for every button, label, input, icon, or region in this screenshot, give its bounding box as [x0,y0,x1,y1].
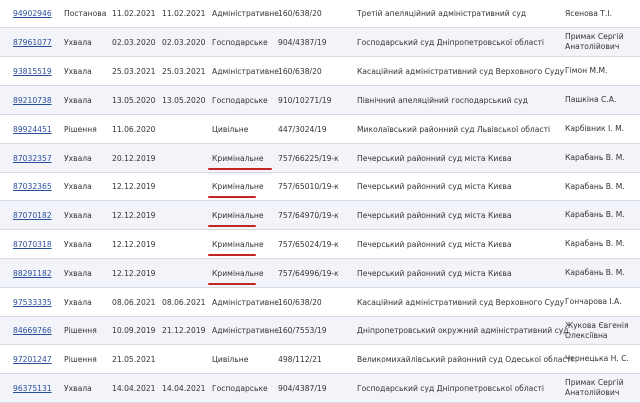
registration-date: 20.12.2019 [112,153,156,163]
case-number: 160/638/20 [278,9,322,18]
case-number: 160/638/20 [278,297,322,307]
proceeding-type: Господарське [212,95,268,105]
registration-date-cell [112,115,162,143]
registration-date-cell [112,374,162,402]
decision-form-cell [64,374,114,402]
proceeding-type: Адміністративне [212,297,279,307]
court-name-cell [357,345,574,373]
proceeding-type-cell [212,317,278,344]
proceeding-type: Адміністративне [212,66,279,76]
court-name-cell [357,201,557,229]
decision-form: Ухвала [64,297,92,307]
decision-number-link-cell [13,201,58,229]
court-name: Касаційний адміністративний суд Верховного Суду [357,297,565,307]
court-name: Касаційний адміністративний суд Верховного Суду [357,66,565,76]
table-row [0,144,640,173]
judge-name: Карабань В. М. [565,239,625,248]
proceeding-type: Кримінальне [212,268,264,278]
proceeding-type: Цивільне [212,124,249,134]
decision-form: Ухвала [64,95,92,105]
proceeding-type-cell [212,288,278,316]
judge-name: Карабань В. М. [565,210,625,219]
legal-force-date-cell [162,144,212,172]
handwritten-underline-mark [208,225,256,227]
court-name-cell [357,173,557,200]
decision-form-cell [64,86,114,114]
registration-date-cell [112,0,162,27]
registration-date: 11.06.2020 [112,124,156,134]
registration-date-cell [112,173,162,200]
case-number-cell [278,115,358,143]
decision-number-link[interactable]: 88291182 [13,268,52,278]
table-row [0,115,640,144]
judge-name-cell [565,374,640,402]
decision-number-link-cell [13,86,58,114]
court-name: Дніпропетровський окружний адміністративний суд [357,326,569,335]
table-row [0,345,640,374]
registration-date-cell [112,288,162,316]
court-name: Миколаївський районний суд Львівської області [357,124,551,134]
proceeding-type-cell [212,86,278,114]
court-name-cell [357,0,557,27]
judge-name: Карабань В. М. [565,153,625,162]
registration-date: 14.04.2021 [112,383,156,393]
decision-form: Ухвала [64,210,92,220]
decision-form-cell [64,259,114,287]
case-number-cell [278,144,358,172]
court-name: Господарський суд Дніпропетровської області [357,37,545,47]
proceeding-type: Кримінальне [212,239,264,249]
decision-form: Ухвала [64,37,92,47]
proceeding-type: Адміністративне [212,326,279,335]
court-name: Третій апеляційний адміністративний суд [357,9,527,18]
decision-number-link-cell [13,259,58,287]
case-number: 498/112/21 [278,354,322,364]
judge-name-cell [565,57,640,85]
registration-date-cell [112,86,162,114]
decision-form-cell [64,201,114,229]
case-number-cell [278,317,358,344]
case-number: 447/3024/19 [278,124,327,134]
decision-form-cell [64,28,114,56]
judge-name-cell [565,115,640,143]
decision-form-cell [64,317,114,344]
court-name-cell [357,374,557,402]
decision-number-link[interactable]: 87070182 [13,210,52,220]
decision-number-link-cell [13,374,58,402]
judge-name: Примак Сергій Анатолійович [565,32,624,51]
registration-date: 25.03.2021 [112,66,156,76]
court-name-cell [357,57,565,85]
case-number-cell [278,0,358,27]
registration-date-cell [112,345,162,373]
decision-form-cell [64,288,114,316]
decision-form: Ухвала [64,66,92,76]
judge-name-cell [565,288,640,316]
case-number-cell [278,28,358,56]
legal-force-date-cell [162,288,212,316]
decision-form-cell [64,230,114,258]
decision-form: Ухвала [64,239,92,249]
registration-date: 02.03.2020 [112,37,156,47]
registration-date: 08.06.2021 [112,297,156,307]
decision-number-link[interactable]: 93815519 [13,66,52,76]
legal-force-date-cell [162,0,212,27]
decision-form: Ухвала [64,268,92,278]
court-name-cell [357,28,557,56]
registration-date-cell [112,28,162,56]
case-number: 757/65024/19-к [278,239,339,249]
decision-form: Рішення [64,124,97,134]
decision-form-cell [64,0,114,27]
registration-date: 21.05.2021 [112,354,156,364]
judge-name: Жукова Євгенія Олексіївна [565,320,629,340]
court-name-cell [357,288,565,316]
table-row [0,173,640,201]
registration-date: 13.05.2020 [112,95,156,105]
court-name-cell [357,86,557,114]
case-number: 757/65010/19-к [278,182,339,191]
legal-force-date-cell [162,345,212,373]
case-number: 904/4387/19 [278,37,327,47]
legal-force-date-cell [162,86,212,114]
registration-date-cell [112,57,162,85]
decision-number-link[interactable]: 94902946 [13,9,52,18]
registration-date: 12.12.2019 [112,239,156,249]
court-name: Господарський суд Дніпропетровської області [357,383,545,393]
decision-number-link[interactable]: 87070318 [13,239,52,249]
court-name: Печерський районний суд міста Києва [357,210,512,220]
registration-date: 11.02.2021 [112,9,156,18]
decision-form: Постанова [64,9,107,18]
handwritten-underline-mark [208,254,256,256]
judge-name-cell [565,28,640,56]
decision-number-link[interactable]: 87032357 [13,153,52,163]
proceeding-type-cell [212,115,278,143]
table-row [0,259,640,288]
proceeding-type-cell [212,57,278,85]
decision-form: Ухвала [64,153,92,163]
legal-force-date-cell [162,259,212,287]
case-number-cell [278,345,358,373]
legal-force-date-cell [162,317,212,344]
legal-force-date-cell [162,201,212,229]
legal-force-date: 25.03.2021 [162,66,206,76]
registration-date-cell [112,230,162,258]
judge-name: Гімон М.М. [565,66,608,75]
proceeding-type-cell [212,28,278,56]
case-number: 757/64996/19-к [278,268,339,278]
handwritten-underline-mark [208,196,256,198]
decision-number-link-cell [13,144,58,172]
judge-name-cell [565,317,640,344]
table-row [0,374,640,403]
court-name: Печерський районний суд міста Києва [357,239,512,249]
table-row [0,57,640,86]
case-number: 757/64970/19-к [278,210,339,220]
judge-name-cell [565,144,640,172]
case-number-cell [278,173,358,200]
judge-name: Карбівник І. М. [565,124,625,133]
court-name-cell [357,317,569,344]
decision-form-cell [64,173,114,200]
court-name: Печерський районний суд міста Києва [357,182,512,191]
court-name-cell [357,259,557,287]
legal-force-date: 21.12.2019 [162,326,206,335]
court-name: Печерський районний суд міста Києва [357,153,512,163]
case-number: 160/7553/19 [278,326,327,335]
decision-number-link[interactable]: 96375131 [13,383,52,393]
proceeding-type: Цивільне [212,354,249,364]
judge-name-cell [565,259,640,287]
decision-number-link-cell [13,345,58,373]
registration-date: 12.12.2019 [112,182,156,191]
decision-form: Ухвала [64,182,92,191]
decision-form-cell [64,144,114,172]
court-name: Північний апеляційний господарський суд [357,95,528,105]
legal-force-date: 02.03.2020 [162,37,206,47]
legal-force-date-cell [162,374,212,402]
judge-name-cell [565,201,640,229]
proceeding-type: Господарське [212,383,268,393]
legal-force-date-cell [162,57,212,85]
court-name: Великомихайлівський районний суд Одеської області [357,354,574,364]
court-name: Печерський районний суд міста Києва [357,268,512,278]
legal-force-date: 14.04.2021 [162,383,206,393]
judge-name-cell [565,230,640,258]
case-number-cell [278,201,358,229]
proceeding-type: Адміністративне [212,9,279,18]
judge-name: Пашкіна С.А. [565,95,617,104]
judge-name: Примак Сергій Анатолійович [565,378,624,397]
decision-number-link-cell [13,57,58,85]
proceeding-type-cell [212,0,278,27]
decision-number-link[interactable]: 97201247 [13,354,52,364]
case-number-cell [278,259,358,287]
decision-form-cell [64,345,114,373]
decision-number-link-cell [13,173,58,200]
proceeding-type-cell [212,374,278,402]
judge-name-cell [565,173,640,200]
legal-force-date: 08.06.2021 [162,297,206,307]
legal-force-date: 11.02.2021 [162,9,206,18]
case-number-cell [278,86,358,114]
case-number-cell [278,288,358,316]
decision-number-link[interactable]: 89924451 [13,124,52,134]
table-row [0,288,640,317]
decision-number-link-cell [13,230,58,258]
proceeding-type: Кримінальне [212,210,264,220]
legal-force-date-cell [162,230,212,258]
handwritten-underline-mark [208,283,256,285]
judge-name: Ясенова Т.І. [565,8,612,18]
decision-number-link[interactable]: 89210738 [13,95,52,105]
legal-force-date-cell [162,173,212,200]
proceeding-type: Кримінальне [212,153,264,163]
registration-date: 12.12.2019 [112,210,156,220]
decision-number-link-cell [13,0,58,27]
decision-number-link-cell [13,28,58,56]
case-number: 904/4387/19 [278,383,327,393]
case-number: 910/10271/19 [278,95,332,105]
judge-name-cell [565,86,640,114]
handwritten-underline-mark [208,168,272,170]
judge-name: Чернецька Н. С. [565,354,629,363]
proceeding-type-cell [212,345,278,373]
judge-name-cell [565,0,640,27]
table-row [0,28,640,57]
table-row [0,317,640,345]
registration-date-cell [112,201,162,229]
case-number-cell [278,374,358,402]
decision-form: Ухвала [64,383,92,393]
proceeding-type: Господарське [212,37,268,47]
decision-number-link[interactable]: 97533335 [13,297,52,307]
judge-name-cell [565,345,640,373]
decision-number-link-cell [13,288,58,316]
decision-form-cell [64,115,114,143]
case-number-cell [278,57,358,85]
decision-form-cell [64,57,114,85]
court-name-cell [357,230,557,258]
registration-date: 12.12.2019 [112,268,156,278]
decision-form: Рішення [64,354,97,364]
decision-number-link-cell [13,115,58,143]
decision-form: Рішення [64,326,97,335]
table-row [0,0,640,28]
decision-number-link[interactable]: 84669766 [13,326,52,335]
case-number-cell [278,230,358,258]
proceeding-type: Кримінальне [212,182,264,191]
table-row [0,201,640,230]
registration-date-cell [112,317,162,344]
court-name-cell [357,115,557,143]
judge-name: Гончарова І.А. [565,297,622,306]
judge-name: Карабань В. М. [565,181,625,191]
case-number: 160/638/20 [278,66,322,76]
judge-name: Карабань В. М. [565,268,625,277]
legal-force-date-cell [162,28,212,56]
registration-date-cell [112,144,162,172]
decision-number-link[interactable]: 87961077 [13,37,52,47]
legal-force-date-cell [162,115,212,143]
legal-force-date: 13.05.2020 [162,95,206,105]
registration-date: 10.09.2019 [112,326,156,335]
court-name-cell [357,144,557,172]
table-row [0,230,640,259]
decision-number-link[interactable]: 87032365 [13,182,52,191]
registration-date-cell [112,259,162,287]
decision-number-link-cell [13,317,58,344]
case-number: 757/66225/19-к [278,153,339,163]
table-row [0,86,640,115]
